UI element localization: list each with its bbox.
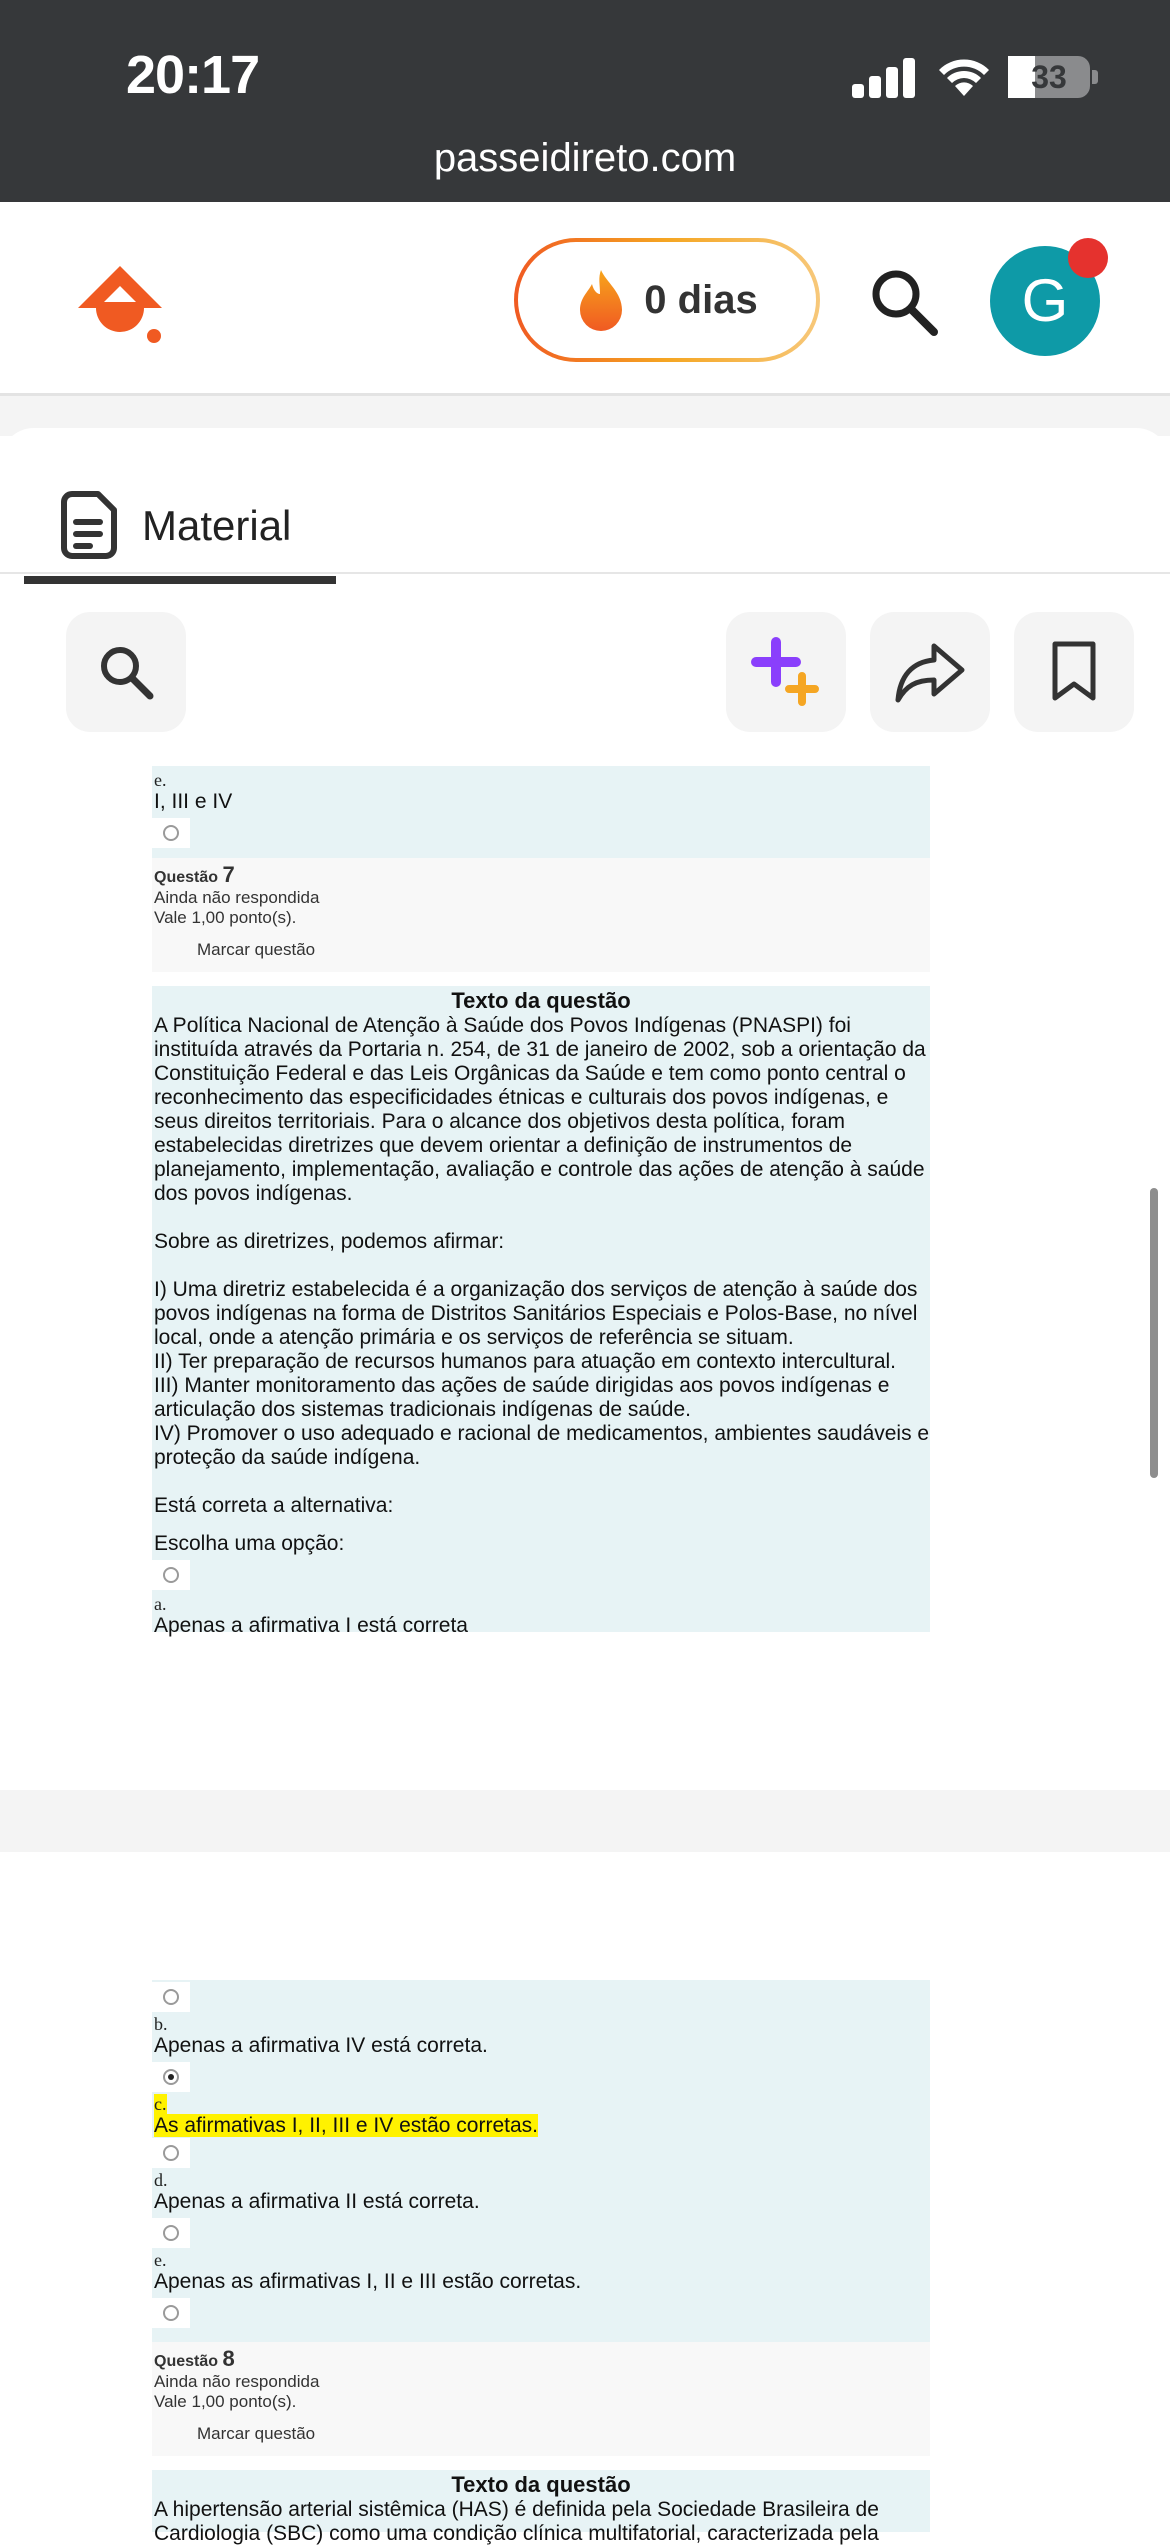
status-bar: [0, 0, 1170, 202]
question-paragraph-continued: Cardiologia (SBC) como uma condição clínica multifatorial, caracterizada pela: [154, 2522, 879, 2545]
option-d-text: Apenas a afirmativa II está correta.: [154, 2190, 480, 2213]
option-e-letter: e.: [154, 2250, 167, 2270]
option-b-letter: b.: [154, 2014, 168, 2034]
tab-material[interactable]: [24, 458, 336, 572]
question-status: Ainda não respondida: [154, 2372, 320, 2391]
wifi-icon: [936, 52, 992, 98]
option-a-letter: a.: [154, 1594, 167, 1614]
question-value: Vale 1,00 ponto(s).: [154, 2392, 297, 2411]
question-7-info: [152, 858, 930, 972]
question-paragraph: A Política Nacional de Atenção à Saúde dos Povos Indígenas (PNASPI) foi instituída através da Portaria n. 254, de 31 de janeiro de 2002, sob a orientação da Constituição Federal e das Leis Orgânicas da Saúde e tem como ponto central o reconhecimento das especificidades étnicas e culturais dos povos indígenas, e seus direitos territoriais. Para o alcance dos objetivos desta política, foram estabelecidas diretrizes que devem orientar a definição de instrumentos de planejamento, implementação, avaliação e controle das ações de atenção à saúde dos povos indígenas.: [154, 1014, 926, 1205]
question-label: Questão: [154, 869, 219, 886]
option-a-radio[interactable]: [163, 1567, 179, 1583]
option-e-radio[interactable]: [163, 2225, 179, 2241]
question-number: 8: [222, 2346, 235, 2371]
question-7-body: [152, 986, 930, 1637]
question-correct-prompt: Está correta a alternativa:: [154, 1494, 394, 1517]
option-d-letter: d.: [154, 2170, 168, 2190]
question-paragraph: A hipertensão arterial sistêmica (HAS) é definida pela Sociedade Brasileira de: [154, 2498, 879, 2521]
clock: 20:17: [126, 45, 260, 105]
option-c-text: As afirmativas I, II, III e IV estão corretas.: [154, 2114, 538, 2137]
question-8-info: [152, 2342, 930, 2456]
question-label: Questão: [154, 2353, 219, 2370]
tab-active-indicator: [24, 576, 336, 584]
share-button[interactable]: [870, 612, 990, 732]
flame-icon: [576, 268, 626, 332]
tab-divider: [0, 572, 1170, 574]
option-c-letter: c.: [154, 2094, 167, 2114]
question-prompt: Sobre as diretrizes, podemos afirmar:: [154, 1230, 505, 1253]
battery-icon: [1008, 56, 1090, 98]
avatar[interactable]: G: [990, 246, 1100, 356]
question-statements: I) Uma diretriz estabelecida é a organização dos serviços de atenção à saúde dos povos indígenas na forma de Distritos Sanitários Especiais e Polos-Base, no nível local, onde a atenção primária e os serviços de referência se situam. II) Ter preparação de recursos humanos para atuação em contexto intercultural. III) Manter monitoramento das ações de saúde dirigidas aos povos indígenas e articulação dos sistemas tradicionais indígenas de saúde. IV) Promover o uso adequado e racional de medicamentos, ambientes saudáveis e proteção da saúde indígena.: [154, 1278, 930, 1469]
option-extra-radio[interactable]: [163, 2305, 179, 2321]
search-icon[interactable]: [864, 262, 944, 342]
question-title: Texto da questão: [451, 2472, 631, 2497]
bookmark-button[interactable]: [1014, 612, 1134, 732]
question-title: Texto da questão: [451, 988, 631, 1013]
question-8-body: [152, 2470, 930, 2545]
page-separator: [0, 1790, 1170, 1852]
mark-question-link[interactable]: Marcar questão: [197, 940, 316, 959]
notification-dot: [1068, 238, 1108, 278]
option-b-text: Apenas a afirmativa IV está correta.: [154, 2034, 488, 2057]
battery-level: 33: [1031, 59, 1067, 95]
signal-icon: [852, 58, 916, 98]
option-c-radio[interactable]: [163, 2069, 179, 2085]
search-icon: [94, 640, 158, 704]
option-b-radio[interactable]: [163, 1989, 179, 2005]
document-icon: [60, 490, 118, 558]
tab-material-label: Material: [142, 502, 292, 549]
question-value: Vale 1,00 ponto(s).: [154, 908, 297, 927]
ai-sparkle-button[interactable]: [726, 612, 846, 732]
app-header: [0, 202, 1170, 396]
option-text: I, III e IV: [154, 790, 233, 813]
option-e-text: Apenas as afirmativas I, II e III estão corretas.: [154, 2270, 582, 2293]
choose-option-label: Escolha uma opção:: [154, 1532, 345, 1555]
search-document-button[interactable]: [66, 612, 186, 732]
option-a-text: Apenas a afirmativa I está correta: [154, 1614, 468, 1637]
answer-option-e-previous: [152, 766, 930, 858]
question-status: Ainda não respondida: [154, 888, 320, 907]
question-7-options-continued: [152, 1980, 930, 2342]
streak-badge[interactable]: [514, 238, 820, 362]
battery-tip: [1092, 70, 1098, 84]
passei-direto-logo-icon[interactable]: [72, 262, 168, 348]
page-scrollbar[interactable]: [1150, 1188, 1158, 1478]
url-bar[interactable]: passeidireto.com: [433, 136, 737, 180]
option-letter: e.: [154, 770, 167, 790]
option-radio[interactable]: [163, 825, 179, 841]
share-icon: [894, 640, 966, 704]
bookmark-icon: [1049, 640, 1099, 704]
option-d-radio[interactable]: [163, 2145, 179, 2161]
question-number: 7: [222, 862, 235, 887]
sparkle-plus-icon: [750, 636, 822, 708]
streak-label: 0 dias: [644, 277, 758, 322]
mark-question-link[interactable]: Marcar questão: [197, 2424, 316, 2443]
